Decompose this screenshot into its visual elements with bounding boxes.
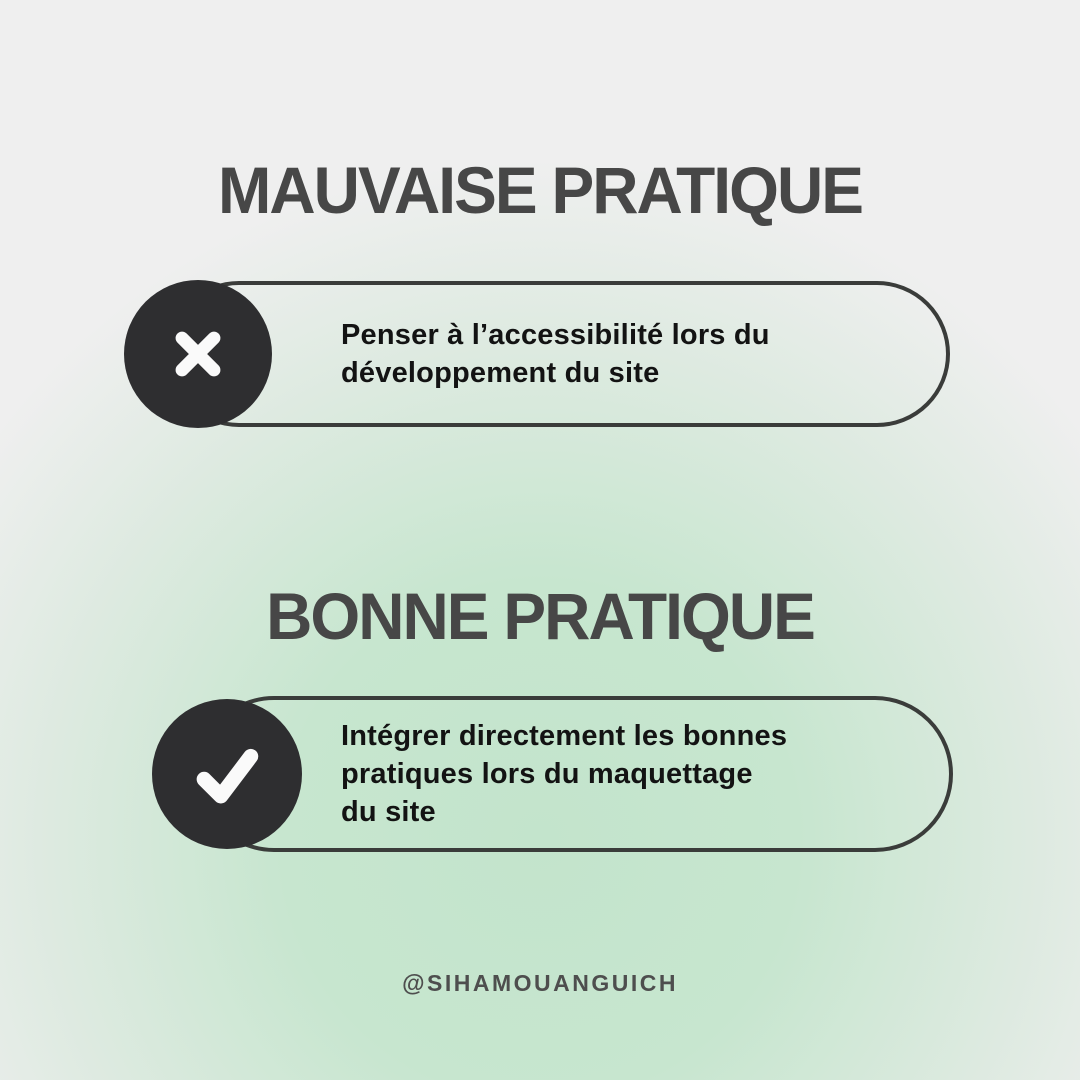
good-practice-line-3: du site [341, 796, 436, 828]
check-icon [152, 699, 302, 849]
x-icon [124, 280, 272, 428]
bad-practice-card [166, 281, 950, 427]
good-practice-text [341, 717, 787, 831]
bad-practice-title: MAUVAISE PRATIQUE [217, 153, 863, 227]
good-practice-title: BONNE PRATIQUE [266, 579, 814, 653]
author-handle: @SIHAMOUANGUICH [402, 970, 678, 996]
good-practice-line-2: pratiques lors du maquettage [341, 758, 753, 790]
bad-practice-text [341, 316, 770, 392]
bad-practice-line-1: Penser à l’accessibilité lors du [341, 319, 770, 351]
good-practice-card [196, 696, 953, 852]
bad-practice-line-2: développement du site [341, 357, 660, 389]
good-practice-line-1: Intégrer directement les bonnes [341, 720, 788, 752]
